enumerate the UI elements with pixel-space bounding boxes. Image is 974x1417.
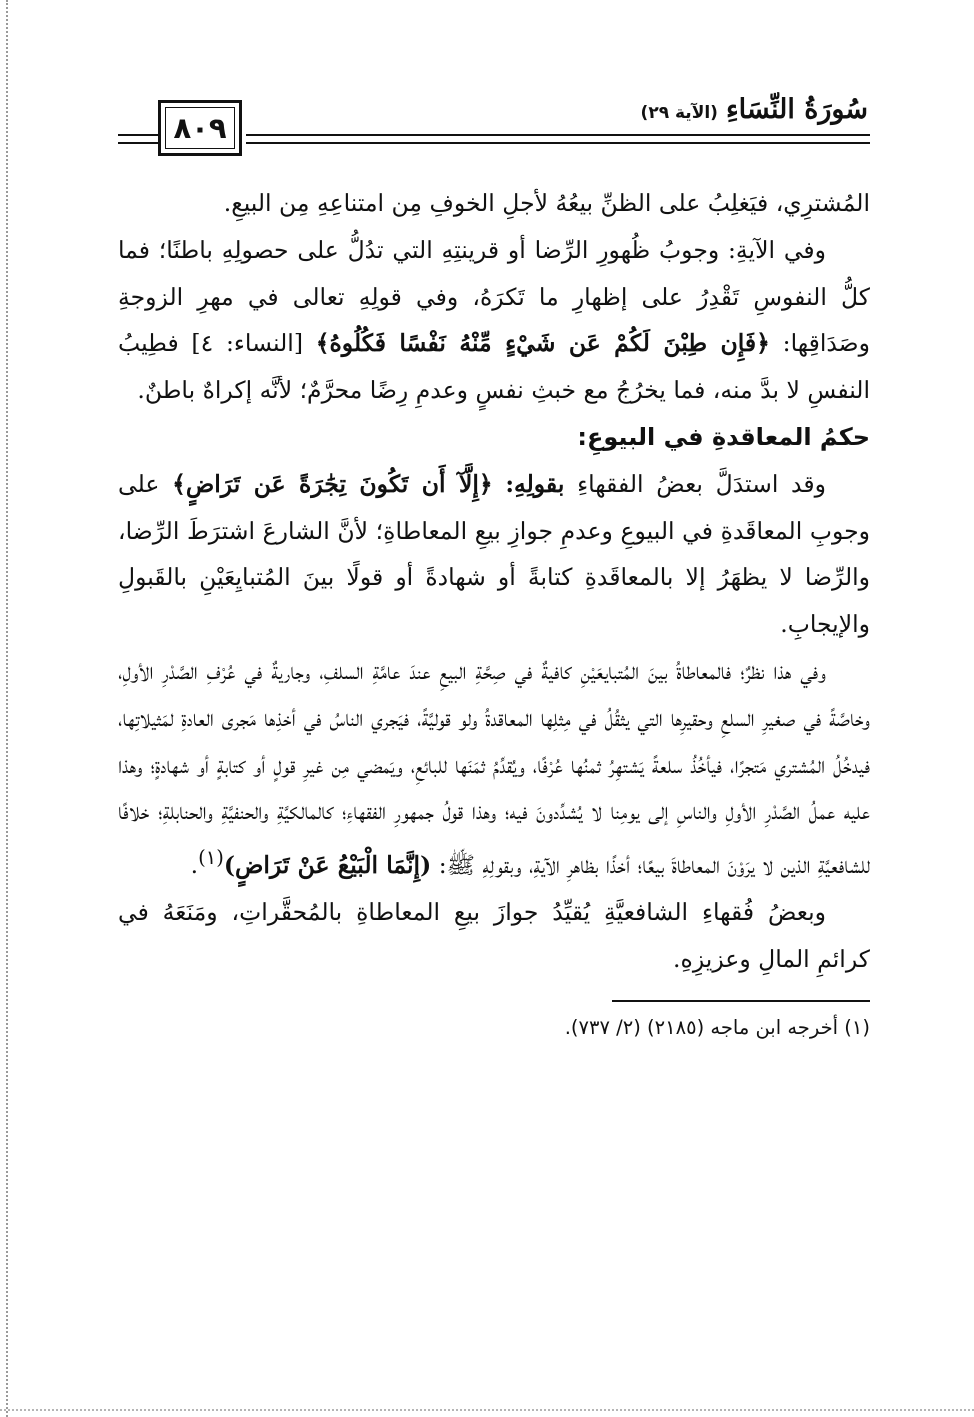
footnote-separator [612, 1000, 870, 1002]
page-header [118, 86, 870, 166]
paragraph-4-end: . [190, 850, 199, 879]
paragraph-3 [118, 461, 870, 648]
verse-citation: [النساء: ٤] [191, 329, 303, 358]
paragraph-4-text: وفي هذا نظرٌ؛ فالمعاطاةُ بينَ المُتبايعَيْنِ كافيةٌ في صِحَّةِ البيعِ عندَ عامَّةِ السلفِ، وجاريةٌ في عُرْفِ الصَّدْرِ الأولِ، وخاصَّةً في صغيرِ السلعِ وحقيرِها التي يثقُلُ في مِثلِها المعاقدةُ ولو قوليَّةً، فيَجري الناسُ في أخذِها مَجرى العادةِ لمَثيلاتِها، فيدخُلُ المُشتري مَتجرًا، فيأخُذُ سلعةً يَشتهِرُ ثمنُها عُرْفًا، ويُقدِّمُ ثمَنَها للبائعِ، ويَمضي مِن غيرِ قولٍ أو كتابةٍ أو شهادةٍ؛ وهذا عليه عملُ الصَّدْرِ الأولِ والناسِ إلى يومِنا لا يُشدِّدونَ فيه؛ وهذا قولُ جمهورِ الفقهاءِ؛ كالمالكيَّةِ والحنفيَّةِ والحنابلةِ؛ خلافًا للشافعيَّةِ الذين لا يرَوْنَ المعاطاةَ بيعًا؛ أخذًا بظاهرِ الآيةِ، وبقولِهِ ﷺ: [118, 656, 870, 879]
paragraph-1-text: المُشترِي، فيَغلِبُ على الظنِّ بيعُهُ لأجلِ الخوفِ مِن امتناعِهِ مِن البيعِ. [223, 189, 870, 217]
page-number: ٨٠٩ [173, 111, 227, 145]
hadith-quote: (إِنَّمَا الْبَيْعُ عَنْ تَرَاضٍ) [223, 850, 432, 879]
paragraph-3-text-b: على وجوبِ المعاقَدةِ في البيوعِ وعدمِ جوازِ بيعِ المعاطاةِ؛ لأنَّ الشارعَ اشترَطَ الرِّضا، والرِّضا لا يظهَرُ إلا بالمعاقَدةِ كتابةً أو شهادةً أو قولًا بينَ المُتبايِعَيْنِ بالقَبولِ والإيجابِ. [118, 469, 870, 639]
quran-verse-nisa-4: ﴿فَإِن طِبْنَ لَكُمْ عَن شَيْءٍ مِّنْهُ نَفْسًا فَكُلُوهُ﴾ [315, 329, 770, 358]
body-text [118, 180, 870, 982]
verse-reference: (الآية ٢٩) [640, 103, 718, 123]
book-page [118, 86, 870, 1039]
paragraph-5-text: وبعضُ فُقهاءِ الشافعيَّةِ يُقيِّدُ جوازَ بيعِ المعاطاةِ بالمُحقَّراتِ، ومَنَعَهُ في كرائمِ المالِ وعزيزِهِ. [118, 897, 870, 973]
paragraph-3-bold: بقولِهِ: [505, 469, 565, 498]
paragraph-4 [118, 648, 870, 889]
quran-verse-trade: ﴿إِلَّآ أَن تَكُونَ تِجَٰرَةً عَن تَرَاضٍ﴾ [172, 469, 493, 498]
paragraph-2 [118, 227, 870, 414]
section-heading: حكمُ المعاقدةِ في البيوعِ: [577, 422, 870, 451]
paragraph-2-text-a: وفي الآيةِ: وجوبُ ظُهورِ الرِّضا أو قرينتِهِ التي تدُلُّ على حصولِهِ باطنًا؛ فما كلُّ النفوسِ تَقْدِرُ على إظهارِ ما تَكرَهُ، وفي قولِهِ تعالى في مهرِ الزوجةِ وصَدَاقِها: [118, 235, 870, 358]
paragraph-2-text-b: فطِيبُ النفسِ لا بدَّ منه، فما يخرُجُ مع خبثِ نفسٍ وعدمِ رِضًا محرَّمٌ؛ لأنَّه إكراهٌ باطنٌ. [118, 329, 870, 405]
paragraph-5 [118, 889, 870, 983]
paragraph-3-text-a: وقد استدَلَّ بعضُ الفقهاءِ [577, 469, 826, 498]
footnote-marker: (١) [198, 846, 224, 870]
paragraph-1 [118, 180, 870, 227]
footnote-1: (١) أخرجه ابن ماجه (٢١٨٥) (٢/ ٧٣٧). [564, 1016, 870, 1040]
header-rule-left [118, 134, 158, 144]
running-head [641, 94, 868, 125]
page-number-box [158, 100, 242, 156]
scan-edge-left [6, 0, 8, 1417]
header-rule [246, 134, 870, 144]
surah-title: سُورَةُ النِّسَاءِ [725, 94, 868, 125]
scan-edge-bottom [0, 1409, 974, 1411]
